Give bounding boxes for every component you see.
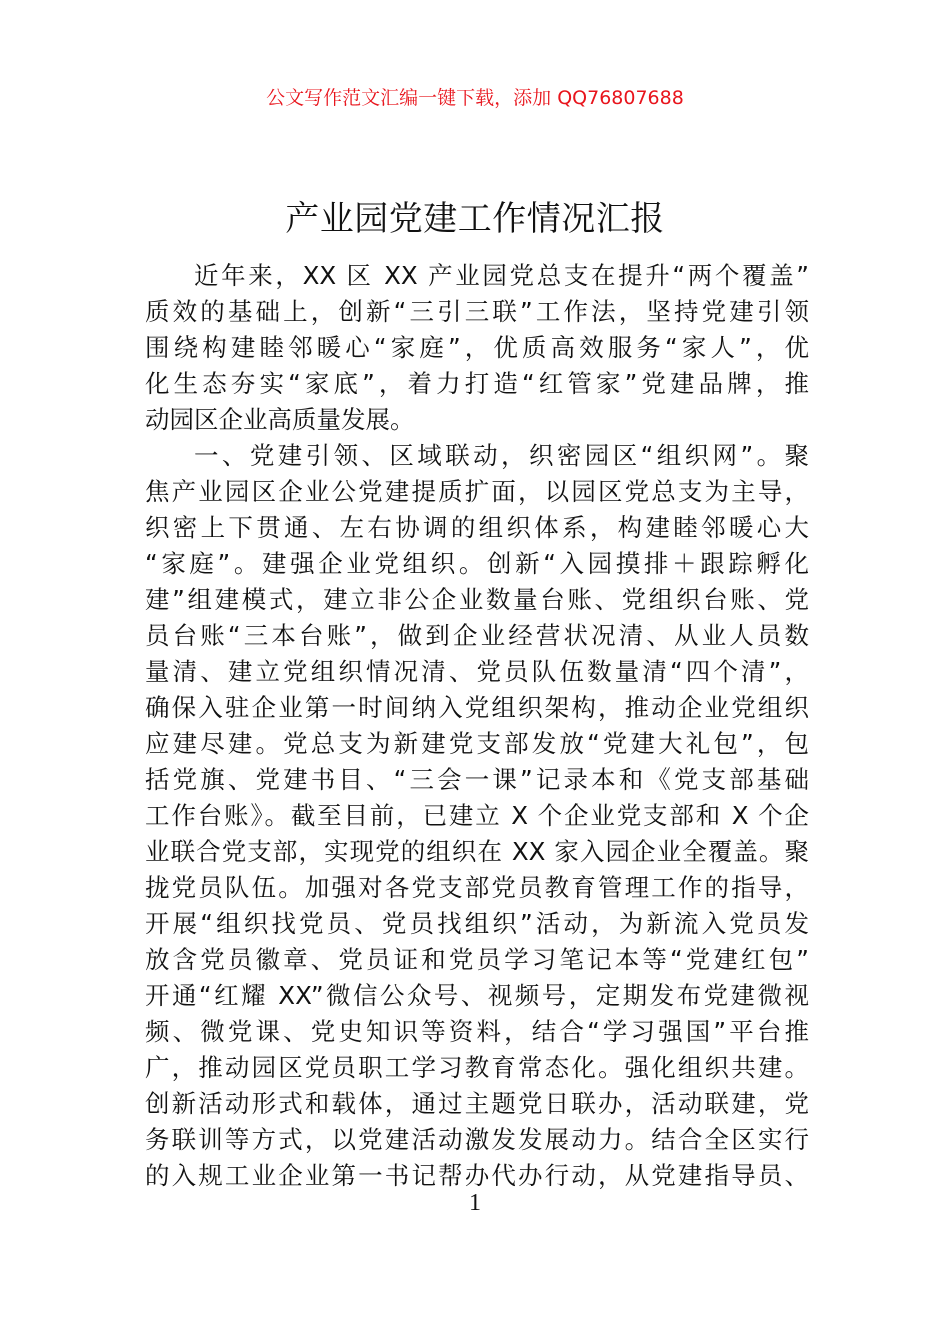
text-line: 质效的基础上，创新“三引三联”工作法，坚持党建引领: [145, 297, 809, 326]
intro-paragraph: [145, 258, 809, 438]
text-line: 放含党员徽章、党员证和党员学习笔记本等“党建红包”: [145, 945, 809, 974]
text-line: 化生态夯实“家底”，着力打造“红管家”党建品牌，推: [145, 369, 809, 398]
text-line: 括党旗、党建书目、“三会一课”记录本和《党支部基础: [145, 765, 809, 794]
section-one-paragraph: [145, 438, 809, 1194]
text-line: 开通“红耀 XX”微信公众号、视频号，定期发布党建微视: [145, 981, 809, 1010]
text-line: 应建尽建。党总支为新建党支部发放“党建大礼包”，包: [145, 729, 809, 758]
text-line: 拢党员队伍。加强对各党支部党员教育管理工作的指导，: [145, 873, 809, 902]
text-line: 确保入驻企业第一时间纳入党组织架构，推动企业党组织: [145, 693, 809, 722]
document-title: 产业园党建工作情况汇报: [285, 198, 665, 239]
page-number: 1: [469, 1190, 481, 1216]
text-line: 频、微党课、党史知识等资料，结合“学习强国”平台推: [145, 1017, 809, 1046]
document-body: [145, 258, 809, 1194]
text-line: 业联合党支部，实现党的组织在 XX 家入园企业全覆盖。聚: [145, 837, 809, 866]
text-line: 动园区企业高质量发展。: [145, 405, 415, 434]
text-line: 量清、建立党组织情况清、党员队伍数量清“四个清”，: [145, 657, 809, 686]
text-line: 围绕构建睦邻暖心“家庭”，优质高效服务“家人”，优: [145, 333, 809, 362]
text-line: 的入规工业企业第一书记帮办代办行动，从党建指导员、: [145, 1161, 809, 1190]
text-line: 开展“组织找党员、党员找组织”活动，为新流入党员发: [145, 909, 809, 938]
text-line: 织密上下贯通、左右协调的组织体系，构建睦邻暖心大: [145, 513, 809, 542]
text-line: 近年来，XX 区 XX 产业园党总支在提升“两个覆盖”: [194, 261, 809, 290]
text-line: “家庭”。建强企业党组织。创新“入园摸排＋跟踪孵化: [145, 549, 809, 578]
text-line: 广，推动园区党员职工学习教育常态化。强化组织共建。: [145, 1053, 809, 1082]
download-promo-banner: 公文写作范文汇编一键下载，添加 QQ76807688: [266, 87, 684, 109]
text-line: 工作台账》。截至目前，已建立 X 个企业党支部和 X 个企: [145, 801, 809, 830]
text-line: 务联训等方式，以党建活动激发发展动力。结合全区实行: [145, 1125, 809, 1154]
text-line: 焦产业园区企业公党建提质扩面，以园区党总支为主导，: [145, 477, 809, 506]
text-line: 员台账“三本台账”，做到企业经营状况清、从业人员数: [145, 621, 809, 650]
section-heading-line: 一、党建引领、区域联动，织密园区“组织网”。聚: [194, 441, 809, 470]
text-line: 创新活动形式和载体，通过主题党日联办，活动联建，党: [145, 1089, 809, 1118]
text-line: 建”组建模式，建立非公企业数量台账、党组织台账、党: [145, 585, 809, 614]
